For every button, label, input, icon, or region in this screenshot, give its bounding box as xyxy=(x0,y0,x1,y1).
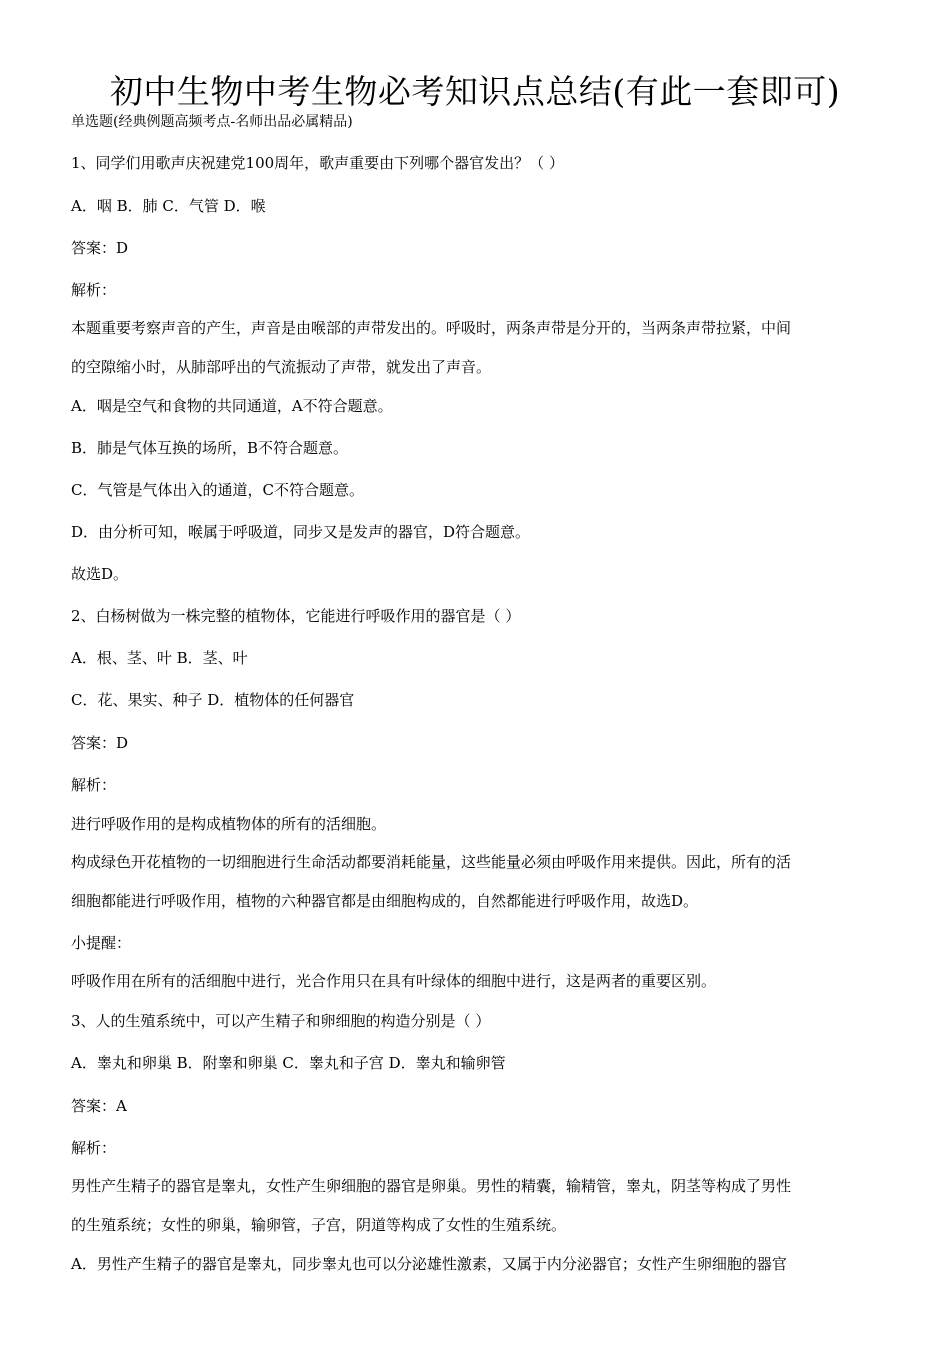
question-3-analysis-text: 男性产生精子的器官是睾丸，女性产生卵细胞的器官是卵巢。男性的精囊，输精管，睾丸，阴茎等构成了男性 xyxy=(71,1177,792,1195)
question-3: 3、人的生殖系统中，可以产生精子和卵细胞的构造分别是（ ） xyxy=(71,1012,491,1030)
question-3-options: A．睾丸和卵巢 B．附睾和卵巢 C．睾丸和子宫 D．睾丸和输卵管 xyxy=(71,1054,506,1072)
question-2-options: A．根、茎、叶 B．茎、叶 xyxy=(71,649,248,667)
question-2-analysis-text: 构成绿色开花植物的一切细胞进行生命活动都要消耗能量，这些能量必须由呼吸作用来提供。因此，所有的活 xyxy=(71,853,792,871)
question-2: 2、白杨树做为一株完整的植物体，它能进行呼吸作用的器官是（ ） xyxy=(71,607,521,625)
question-1-analysis-c: C．气管是气体出入的通道，C不符合题意。 xyxy=(71,481,364,499)
question-1-analysis-a: A．咽是空气和食物的共同通道，A不符合题意。 xyxy=(71,397,393,415)
subtitle: 单选题(经典例题高频考点-名师出品必属精品) xyxy=(71,114,353,130)
question-1-answer: 答案：D xyxy=(71,239,129,257)
page-title: 初中生物中考生物必考知识点总结(有此一套即可) xyxy=(109,72,841,111)
question-2-analysis-label: 解析： xyxy=(71,776,117,794)
question-1-analysis-label: 解析： xyxy=(71,281,117,299)
question-3-analysis-label: 解析： xyxy=(71,1139,117,1157)
question-3-analysis-text: 的生殖系统；女性的卵巢，输卵管，子宫，阴道等构成了女性的生殖系统。 xyxy=(71,1216,567,1234)
question-1-conclusion: 故选D。 xyxy=(71,565,129,583)
question-3-analysis-a: A．男性产生精子的器官是睾丸，同步睾丸也可以分泌雄性激素，又属于内分泌器官；女性产生卵细胞的器官 xyxy=(71,1255,787,1273)
question-1-analysis-text: 的空隙缩小时，从肺部呼出的气流振动了声带，就发出了声音。 xyxy=(71,358,492,376)
question-1-options: A．咽 B．肺 C．气管 D．喉 xyxy=(71,197,266,215)
question-2-analysis-text: 细胞都能进行呼吸作用，植物的六种器官都是由细胞构成的，自然都能进行呼吸作用，故选D。 xyxy=(71,892,699,910)
question-2-answer: 答案：D xyxy=(71,734,129,752)
question-2-tip-text: 呼吸作用在所有的活细胞中进行，光合作用只在具有叶绿体的细胞中进行，这是两者的重要区别。 xyxy=(71,972,717,990)
question-1-analysis-d: D．由分析可知，喉属于呼吸道，同步又是发声的器官，D符合题意。 xyxy=(71,523,531,541)
question-2-tip-label: 小提醒： xyxy=(71,934,132,952)
question-2-options: C．花、果实、种子 D．植物体的任何器官 xyxy=(71,691,355,709)
question-1-analysis-text: 本题重要考察声音的产生，声音是由喉部的声带发出的。呼吸时，两条声带是分开的，当两条声带拉紧，中间 xyxy=(71,319,792,337)
question-2-analysis-text: 进行呼吸作用的是构成植物体的所有的活细胞。 xyxy=(71,815,387,833)
question-3-answer: 答案：A xyxy=(71,1097,127,1115)
question-1: 1、同学们用歌声庆祝建党100周年，歌声重要由下列哪个器官发出？（ ） xyxy=(71,154,564,172)
question-1-analysis-b: B．肺是气体互换的场所，B不符合题意。 xyxy=(71,439,349,457)
